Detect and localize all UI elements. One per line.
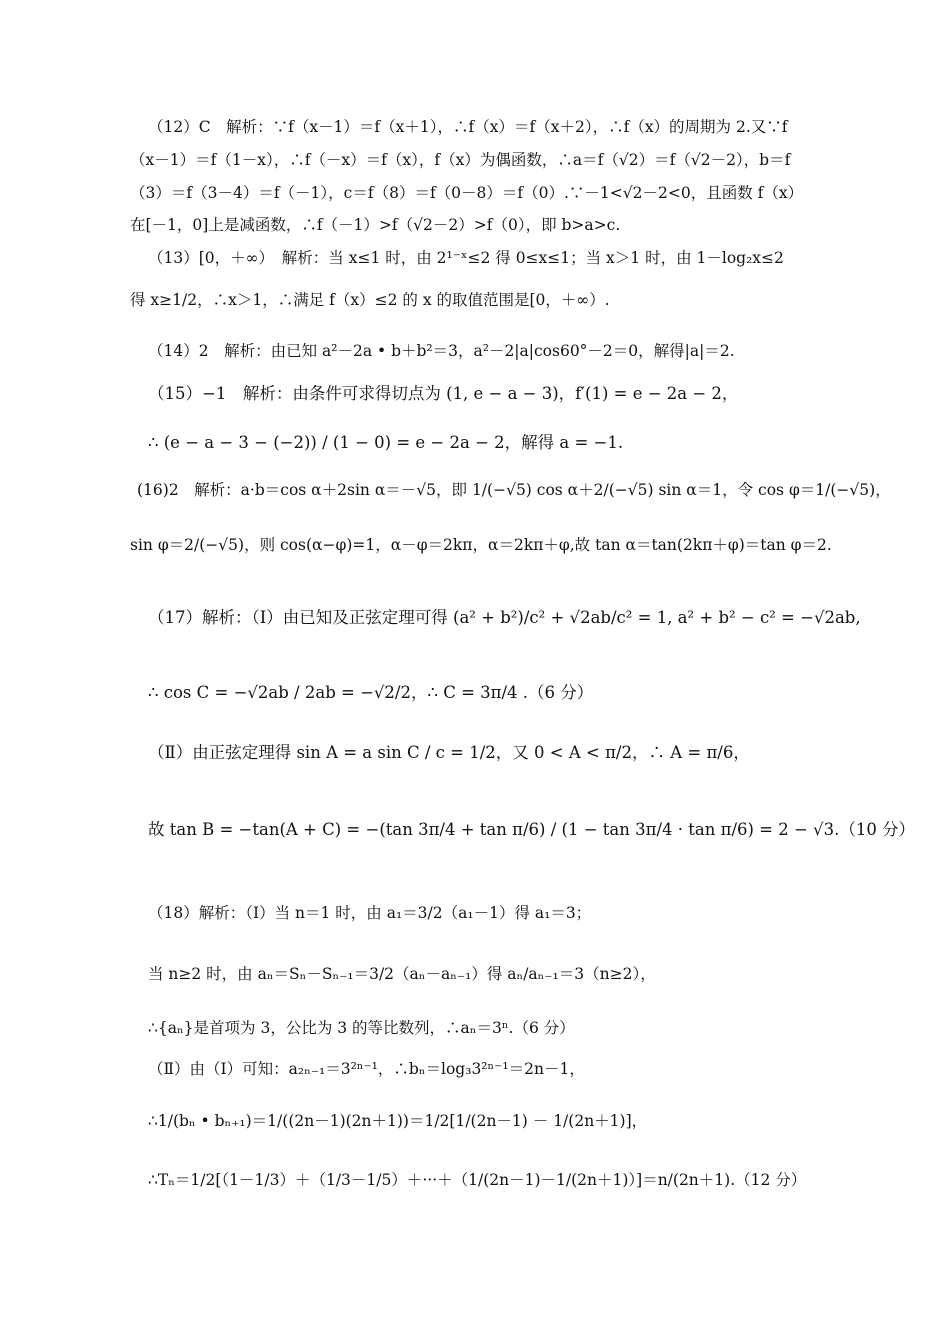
text-line: （Ⅱ）由（Ⅰ）可知：a₂ₙ₋₁＝3²ⁿ⁻¹，∴bₙ＝log₃3²ⁿ⁻¹＝2n－1， (148, 1060, 585, 1078)
text-line: 当 n≥2 时，由 aₙ＝Sₙ－Sₙ₋₁＝3/2（aₙ－aₙ₋₁）得 aₙ/aₙ₋₁＝3（n≥2）， (148, 965, 656, 983)
text-line: （x－1）＝f（1－x），∴f（－x）＝f（x），f（x）为偶函数，∴a＝f（√2）＝f（√2－2），b＝f (130, 151, 791, 169)
text-line: （13）[0，＋∞） 解析：当 x≤1 时，由 2¹⁻ˣ≤2 得 0≤x≤1；当 x＞1 时，由 1－log₂x≤2 (148, 249, 784, 267)
text-line: ∴{aₙ}是首项为 3，公比为 3 的等比数列，∴aₙ＝3ⁿ.（6 分） (148, 1019, 575, 1037)
text-line: （17）解析：（Ⅰ）由已知及正弦定理可得 (a² + b²)/c² + √2ab/c² = 1, a² + b² − c² = −√2ab, (148, 608, 861, 627)
text-line: ∴1/(bₙ • bₙ₊₁)＝1/((2n－1)(2n＋1))＝1/2[1/(2n－1) － 1/(2n＋1)]， (148, 1112, 648, 1130)
text-line: ∴ cos C = −√2ab / 2ab = −√2/2，∴ C = 3π/4 .（6 分） (148, 683, 594, 702)
text-line: （3）＝f（3－4）＝f（－1），c＝f（8）＝f（0－8）＝f（0）.∵－1<√2－2<0，且函数 f（x） (130, 184, 804, 202)
text-line: ∴Tₙ＝1/2[（1－1/3）＋（1/3－1/5）＋···＋（1/(2n－1)－1/(2n＋1)）]＝n/(2n＋1).（12 分） (148, 1171, 807, 1189)
text-line: （18）解析：（Ⅰ）当 n＝1 时，由 a₁＝3/2（a₁－1）得 a₁＝3； (148, 904, 592, 922)
text-line: （Ⅱ）由正弦定理得 sin A = a sin C / c = 1/2，又 0 < A < π/2，∴ A = π/6， (148, 743, 750, 762)
text-line: 故 tan B = −tan(A + C) = −(tan 3π/4 + tan π/6) / (1 − tan 3π/4 · tan π/6) = 2 − √3.（10 分） (148, 820, 916, 839)
text-line: 得 x≥1/2，∴x＞1，∴满足 f（x）≤2 的 x 的取值范围是[0，＋∞）. (130, 291, 610, 309)
text-line: （12）C 解析：∵f（x－1）＝f（x＋1），∴f（x）＝f（x＋2），∴f（x）的周期为 2.又∵f (148, 118, 788, 136)
text-line: sin φ＝2/(−√5)，则 cos(α−φ)=1，α－φ＝2kπ，α＝2kπ＋φ,故 tan α＝tan(2kπ＋φ)＝tan φ＝2. (130, 536, 832, 554)
text-line: ∴ (e − a − 3 − (−2)) / (1 − 0) = e − 2a − 2，解得 a = −1. (148, 433, 624, 452)
text-line: （14）2 解析：由已知 a²－2a • b＋b²＝3，a²－2|a|cos60°－2＝0，解得|a|＝2. (148, 342, 735, 360)
text-line: （15）−1 解析：由条件可求得切点为 (1, e − a − 3)，f′(1) = e − 2a − 2， (148, 384, 739, 403)
text-line: 在[－1，0]上是减函数，∴f（－1）>f（√2－2）>f（0），即 b>a>c. (130, 216, 621, 234)
text-line: (16)2 解析：a·b＝cos α＋2sin α＝－√5，即 1/(−√5) cos α＋2/(−√5) sin α＝1，令 cos φ＝1/(−√5)， (137, 481, 891, 499)
